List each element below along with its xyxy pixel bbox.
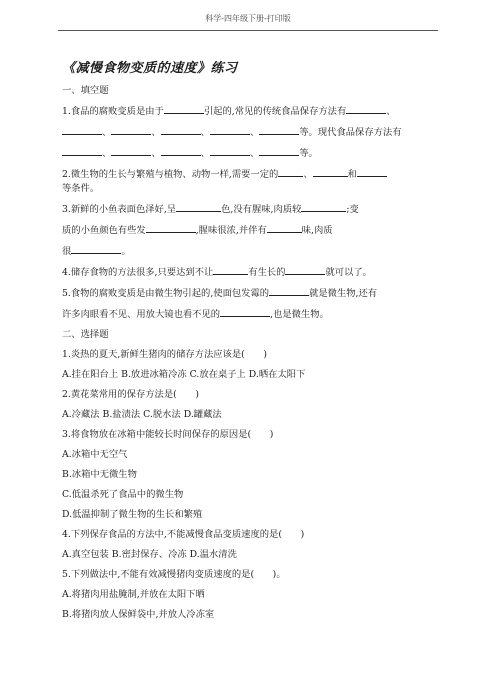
- answer-blank[interactable]: [346, 104, 386, 114]
- fill-question-1-line-3: 、 、 、 、 等。: [62, 146, 442, 161]
- fill-question-4: 4.储存食物的方法很多,只要达到不让 有生长的 就可以了。: [62, 267, 372, 278]
- answer-blank[interactable]: [210, 125, 250, 135]
- answer-blank[interactable]: [278, 167, 303, 177]
- fill-question-3-line-2: 质的小鱼颜色有些发 ,腥味很浓,并伴有 味,肉质: [62, 225, 333, 236]
- answer-blank[interactable]: [176, 202, 221, 212]
- answer-blank[interactable]: [62, 146, 102, 156]
- choice-question-4-stem: 4.下列保存食品的方法中,不能减慢食品变质速度的是( ): [62, 529, 305, 540]
- choice-question-2-options: A.冷藏法 B.盐渍法 C.脱水法 D.罐藏法: [62, 409, 222, 420]
- fill-question-2-line-2: 等条件。: [62, 183, 100, 194]
- answer-blank[interactable]: [161, 146, 201, 156]
- answer-blank[interactable]: [146, 223, 196, 233]
- choice-question-3-option-c: C.低温杀死了食品中的微生物: [62, 489, 184, 500]
- answer-blank[interactable]: [210, 146, 250, 156]
- fill-question-1-line-2: 、 、 、 、 等。现代食品保存方法有: [62, 125, 442, 140]
- choice-question-5-option-a: A.将猪肉用盐腌制,并放在太阳下晒: [62, 589, 205, 600]
- choice-question-3-option-b: B.冰箱中无微生物: [62, 469, 137, 480]
- answer-blank[interactable]: [259, 146, 299, 156]
- choice-question-3-option-d: D.低温抑制了微生物的生长和繁殖: [62, 509, 203, 520]
- fill-question-5-line-2: 许多肉眼看不见、用放大镜也看不见的 ,也是微生物。: [62, 309, 329, 320]
- fill-question-1-line-1: 1.食品的腐败变质是由于 引起的,常见的传统食品保存方法有 、: [62, 106, 396, 117]
- header-rule: [58, 30, 438, 31]
- worksheet-title: 《减慢食物变质的速度》练习: [62, 61, 238, 76]
- answer-blank[interactable]: [259, 125, 299, 135]
- choice-question-5-stem: 5.下列做法中,不能有效减慢猪肉变质速度的是( )。: [62, 569, 286, 580]
- fill-question-2-line-1: 2.微生物的生长与繁殖与植物、动物一样,需要一定的 、 和: [62, 167, 442, 182]
- choice-question-2-stem: 2.黄花菜常用的保存方法是( ): [62, 389, 199, 400]
- answer-blank[interactable]: [213, 265, 248, 275]
- choice-question-3-option-a: A.冰箱中无空气: [62, 449, 128, 460]
- answer-blank[interactable]: [164, 104, 204, 114]
- page-header: 科学-四年级下册-打印版: [205, 14, 291, 23]
- choice-question-4-options: A.真空包装 B.密封保存、冷冻 D.温水清洗: [62, 549, 237, 560]
- choice-question-3-stem: 3.将食物放在冰箱中能较长时间保存的原因是( ): [62, 429, 274, 440]
- answer-blank[interactable]: [62, 125, 102, 135]
- fill-question-3-line-3: 很 。: [62, 246, 131, 257]
- answer-blank[interactable]: [111, 146, 151, 156]
- choice-question-1-options: A.挂在阳台上 B.放进冰箱冷冻 C.放在桌子上 D.晒在太阳下: [62, 369, 306, 380]
- fill-question-3-line-1: 3.新鲜的小鱼表面色泽好,呈 色,没有腥味,肉质较 ;变: [62, 204, 359, 215]
- answer-blank[interactable]: [161, 125, 201, 135]
- answer-blank[interactable]: [357, 167, 387, 177]
- answer-blank[interactable]: [220, 307, 270, 317]
- choice-question-5-option-b: B.将猪肉放人保鲜袋中,并放人冷冻室: [62, 609, 215, 620]
- answer-blank[interactable]: [111, 125, 151, 135]
- answer-blank[interactable]: [285, 265, 325, 275]
- choice-question-1-stem: 1.炎热的夏天,新鲜生猪肉的储存方法应该是( ): [62, 349, 268, 360]
- section-heading-multiple-choice: 二、选择题: [62, 329, 109, 340]
- answer-blank[interactable]: [301, 202, 346, 212]
- worksheet-body: [62, 84, 442, 622]
- answer-blank[interactable]: [267, 223, 302, 233]
- answer-blank[interactable]: [71, 244, 121, 254]
- answer-blank[interactable]: [313, 167, 348, 177]
- section-heading-fill-in: 一、填空题: [62, 85, 109, 96]
- fill-question-5-line-1: 5.食物的腐败变质是由微生物引起的,使面包发霉的 就是微生物,还有: [62, 288, 378, 299]
- answer-blank[interactable]: [269, 286, 309, 296]
